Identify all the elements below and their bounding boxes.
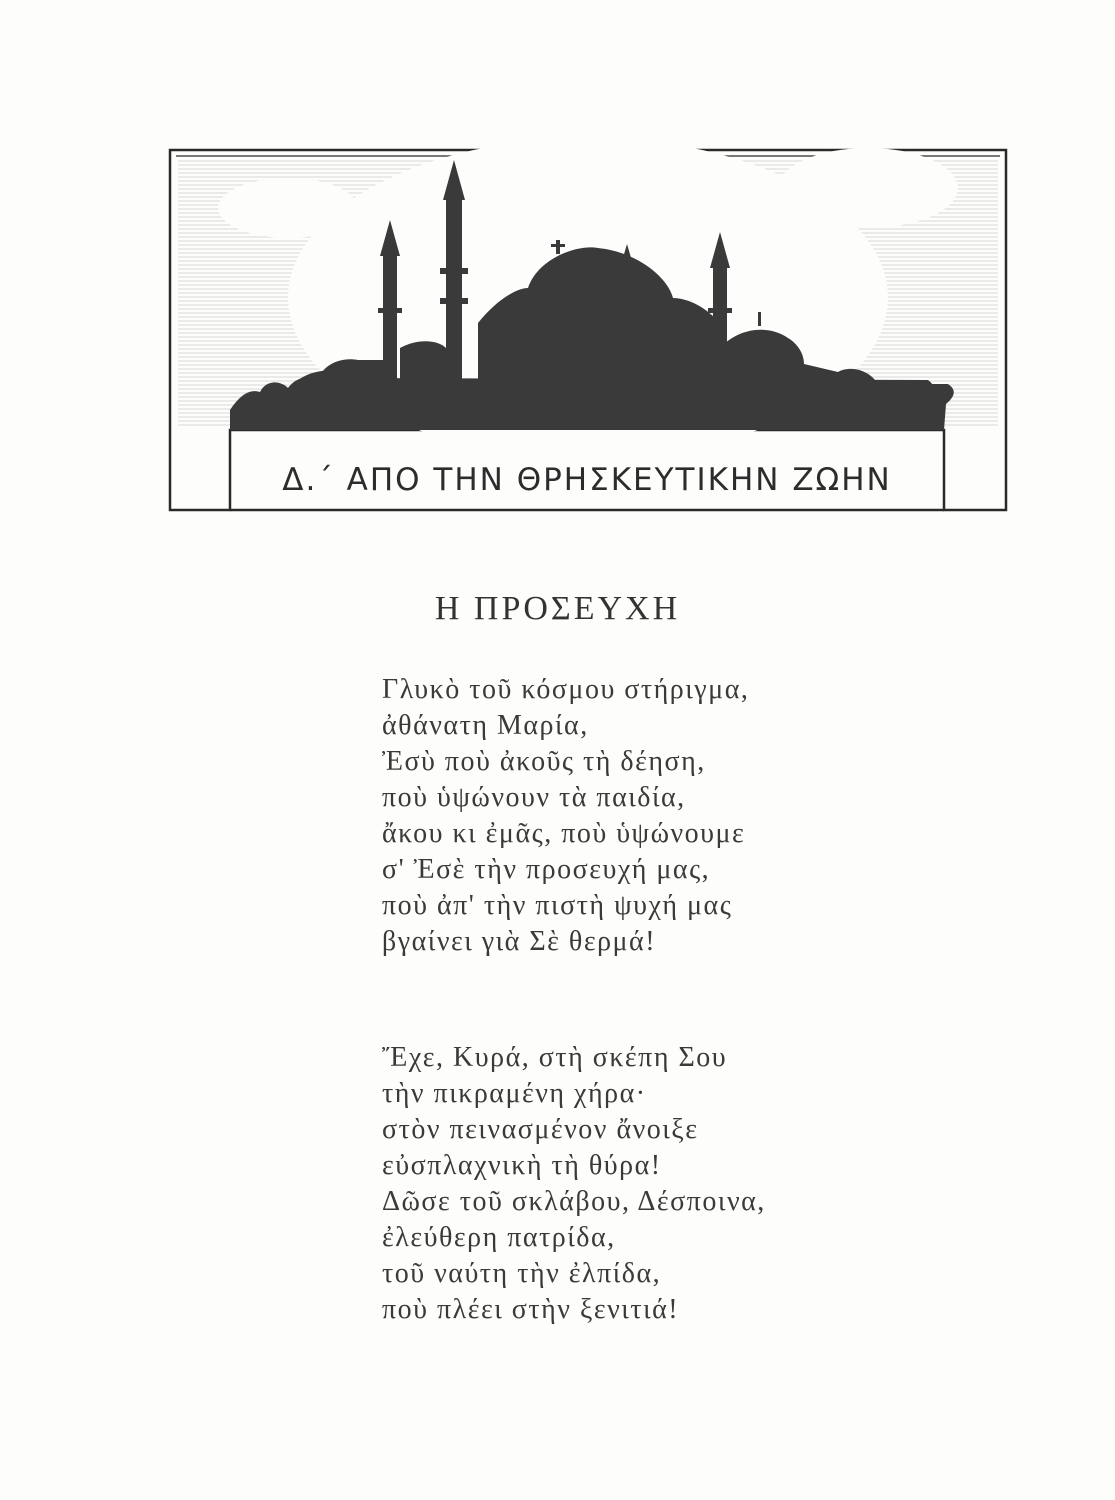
verse-line: Ἔχε, Κυρά, στὴ σκέπη Σου [382, 1042, 728, 1073]
verse-line: τοῦ ναύτη τὴν ἐλπίδα, [382, 1258, 662, 1289]
verse-line: Γλυκὸ τοῦ κόσμου στήριγμα, [382, 674, 750, 705]
hagia-sophia-silhouette [168, 148, 1008, 512]
verse-line: σ' Ἐσὲ τὴν προσευχή μας, [382, 854, 711, 885]
verse-line: ποὺ ὑψώνουν τὰ παιδία, [382, 782, 686, 813]
verse-line: ποὺ πλέει στὴν ξενιτιά! [382, 1294, 680, 1325]
section-title: Δ.΄ ΑΠΟ ΤΗΝ ΘΡΗΣΚΕΥΤΙΚΗΝ ΖΩΗΝ [282, 462, 892, 498]
poem-title: Η ΠΡΟΣΕΥΧΗ [434, 590, 681, 627]
verse-line: ἄκου κι ἐμᾶς, ποὺ ὑψώνουμε [382, 818, 746, 849]
verse-line: στὸν πεινασμένον ἄνοιξε [382, 1114, 699, 1145]
stanza-1 [382, 672, 749, 960]
verse-line: ποὺ ἀπ' τὴν πιστὴ ψυχή μας [382, 890, 733, 921]
verse-line: ἐλεύθερη πατρίδα, [382, 1222, 616, 1253]
verse-line: τὴν πικραμένη χήρα· [382, 1078, 647, 1109]
verse-line: ἀθάνατη Μαρία, [382, 710, 589, 741]
verse-line: Ἐσὺ ποὺ ἀκοῦς τὴ δέηση, [382, 746, 706, 777]
verse-line: Δῶσε τοῦ σκλάβου, Δέσποινα, [382, 1186, 766, 1217]
stanza-2 [382, 1040, 766, 1328]
verse-line: βγαίνει γιὰ Σὲ θερμά! [382, 926, 657, 957]
verse-line: εὐσπλαχνικὴ τὴ θύρα! [382, 1150, 662, 1181]
section-banner [168, 148, 1008, 512]
